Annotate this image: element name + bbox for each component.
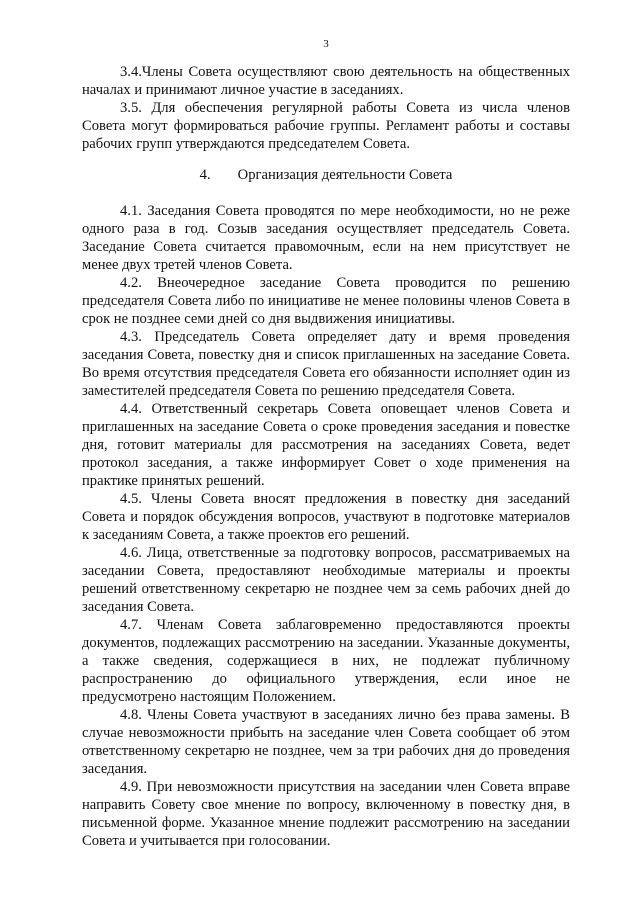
paragraph-4-1: 4.1. Заседания Совета проводятся по мере необходимости, но не реже одного раза в год. Созыв заседания осуществляет председатель Совета. Заседание Совета считается правомочным, если на нем присутствует не менее двух третей членов Совета. xyxy=(82,203,570,273)
section-number: 4. xyxy=(199,167,211,183)
top-paragraphs xyxy=(82,63,570,153)
paragraph-4-2: 4.2. Внеочередное заседание Совета проводится по решению председателя Совета либо по инициативе не менее половины членов Совета в срок не позднее семи дней со дня выдвижения инициативы. xyxy=(82,275,570,327)
section-heading xyxy=(82,166,570,184)
paragraph-4-4: 4.4. Ответственный секретарь Совета оповещает членов Совета и приглашенных на заседание Совета о сроке проведения заседания и повестке дня, готовит материалы для рассмотрения на заседаниях Совета, ведет протокол заседания, а также информирует Совет о ходе применения на практике принятых решений. xyxy=(82,401,570,489)
paragraph-4-3: 4.3. Председатель Совета определяет дату и время проведения заседания Совета, повестку дня и список приглашенных на заседание Совета. Во время отсутствия председателя Совета его обязанности исполняет один из заместителей председателя Совета по решению председателя Совета. xyxy=(82,329,570,399)
page-number: 3 xyxy=(323,38,329,50)
paragraph-4-7: 4.7. Членам Совета заблаговременно предоставляются проекты документов, подлежащих рассмотрению на заседании. Указанные документы, а также сведения, содержащиеся в них, не подлежат публичному распространению до официального утверждения, если иное не предусмотрено настоящим Положением. xyxy=(82,617,570,705)
paragraph-3-4: 3.4.Члены Совета осуществляют свою деятельность на общественных началах и принимают личное участие в заседаниях. xyxy=(82,64,570,98)
paragraph-4-6: 4.6. Лица, ответственные за подготовку вопросов, рассматриваемых на заседании Совета, предоставляют необходимые материалы и проекты решений ответственному секретарю не позднее чем за семь рабочих дней до заседания Совета. xyxy=(82,545,570,615)
section-body xyxy=(82,202,570,850)
paragraph-4-8: 4.8. Члены Совета участвуют в заседаниях лично без права замены. В случае невозможности прибыть на заседание член Совета сообщает об этом ответственному секретарю не позднее, чем за три рабочих дня до проведения заседания. xyxy=(82,707,570,777)
paragraph-4-5: 4.5. Члены Совета вносят предложения в повестку дня заседаний Совета и порядок обсуждения вопросов, участвуют в подготовке материалов к заседаниям Совета, а также проектов его решений. xyxy=(82,491,570,543)
paragraph-3-5: 3.5. Для обеспечения регулярной работы Совета из числа членов Совета могут формироваться рабочие группы. Регламент работы и составы рабочих групп утверждаются председателем Совета. xyxy=(82,100,570,152)
section-title: Организация деятельности Совета xyxy=(237,167,453,183)
paragraph-4-9: 4.9. При невозможности присутствия на заседании член Совета вправе направить Совету свое мнение по вопросу, включенному в повестку дня, в письменной форме. Указанное мнение подлежит рассмотрению на заседании Совета и учитывается при голосовании. xyxy=(82,779,570,849)
